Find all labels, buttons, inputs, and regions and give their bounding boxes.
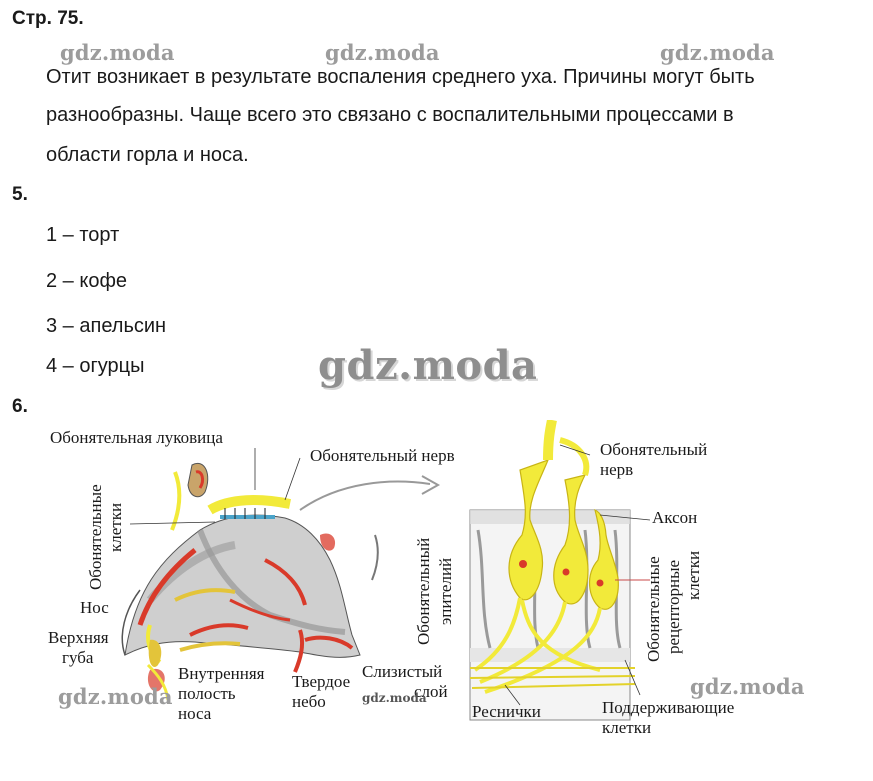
label-olfactory-epithelium: эпителий	[436, 557, 455, 625]
watermark: gdz.moda	[690, 674, 805, 699]
watermark: gdz.moda	[325, 40, 440, 65]
watermark-large: gdz.moda	[318, 342, 538, 389]
label-upper-lip: губа	[62, 648, 94, 667]
label-axon: Аксон	[652, 508, 698, 527]
label-receptor-cells: рецепторные	[664, 559, 683, 654]
label-olfactory-bulb: Обонятельная луковица	[50, 428, 223, 447]
label-hard-palate: Твердое	[292, 672, 351, 691]
watermark: gdz.moda	[60, 40, 175, 65]
label-upper-lip: Верхняя	[48, 628, 109, 647]
label-mucous-layer: Слизистый	[362, 662, 443, 681]
paragraph-line: области горла и носа.	[46, 144, 249, 166]
task-number: 5.	[12, 184, 28, 205]
label-hard-palate: небо	[292, 692, 326, 711]
answer-item: 1 – торт	[46, 224, 120, 246]
label-nasal-cavity: носа	[178, 704, 212, 723]
label-olfactory-nerve: Обонятельный нерв	[310, 446, 455, 465]
label-mucous-layer: слой	[414, 682, 448, 701]
answer-item: 2 – кофе	[46, 270, 128, 292]
label-olfactory-nerve-right: нерв	[600, 460, 634, 479]
label-olfactory-epithelium: Обонятельный	[414, 537, 433, 645]
watermark: gdz.moda	[58, 684, 173, 709]
page-label: Стр. 75.	[12, 8, 84, 29]
label-nasal-cavity: полость	[178, 684, 236, 703]
label-olfactory-cells: Обонятельные	[86, 484, 105, 590]
answer-item: 4 – огурцы	[46, 355, 145, 377]
label-nasal-cavity: Внутренняя	[178, 664, 265, 683]
task-number: 6.	[12, 396, 28, 417]
paragraph-line: разнообразны. Чаще всего это связано с воспалительными процессами в	[46, 104, 734, 126]
label-receptor-cells: Обонятельные	[644, 556, 663, 662]
label-supporting-cells: Поддерживающие	[602, 698, 735, 717]
label-olfactory-cells: клетки	[106, 502, 125, 552]
label-receptor-cells: клетки	[684, 550, 703, 600]
label-olfactory-nerve-right: Обонятельный	[600, 440, 708, 459]
label-supporting-cells: клетки	[602, 718, 652, 737]
label-nose: Нос	[80, 598, 109, 617]
watermark: gdz.moda	[660, 40, 775, 65]
paragraph-line: Отит возникает в результате воспаления среднего уха. Причины могут быть	[46, 66, 755, 88]
label-cilia: Реснички	[472, 702, 541, 721]
watermark: gdz.moda	[362, 691, 427, 705]
answer-item: 3 – апельсин	[46, 315, 167, 337]
